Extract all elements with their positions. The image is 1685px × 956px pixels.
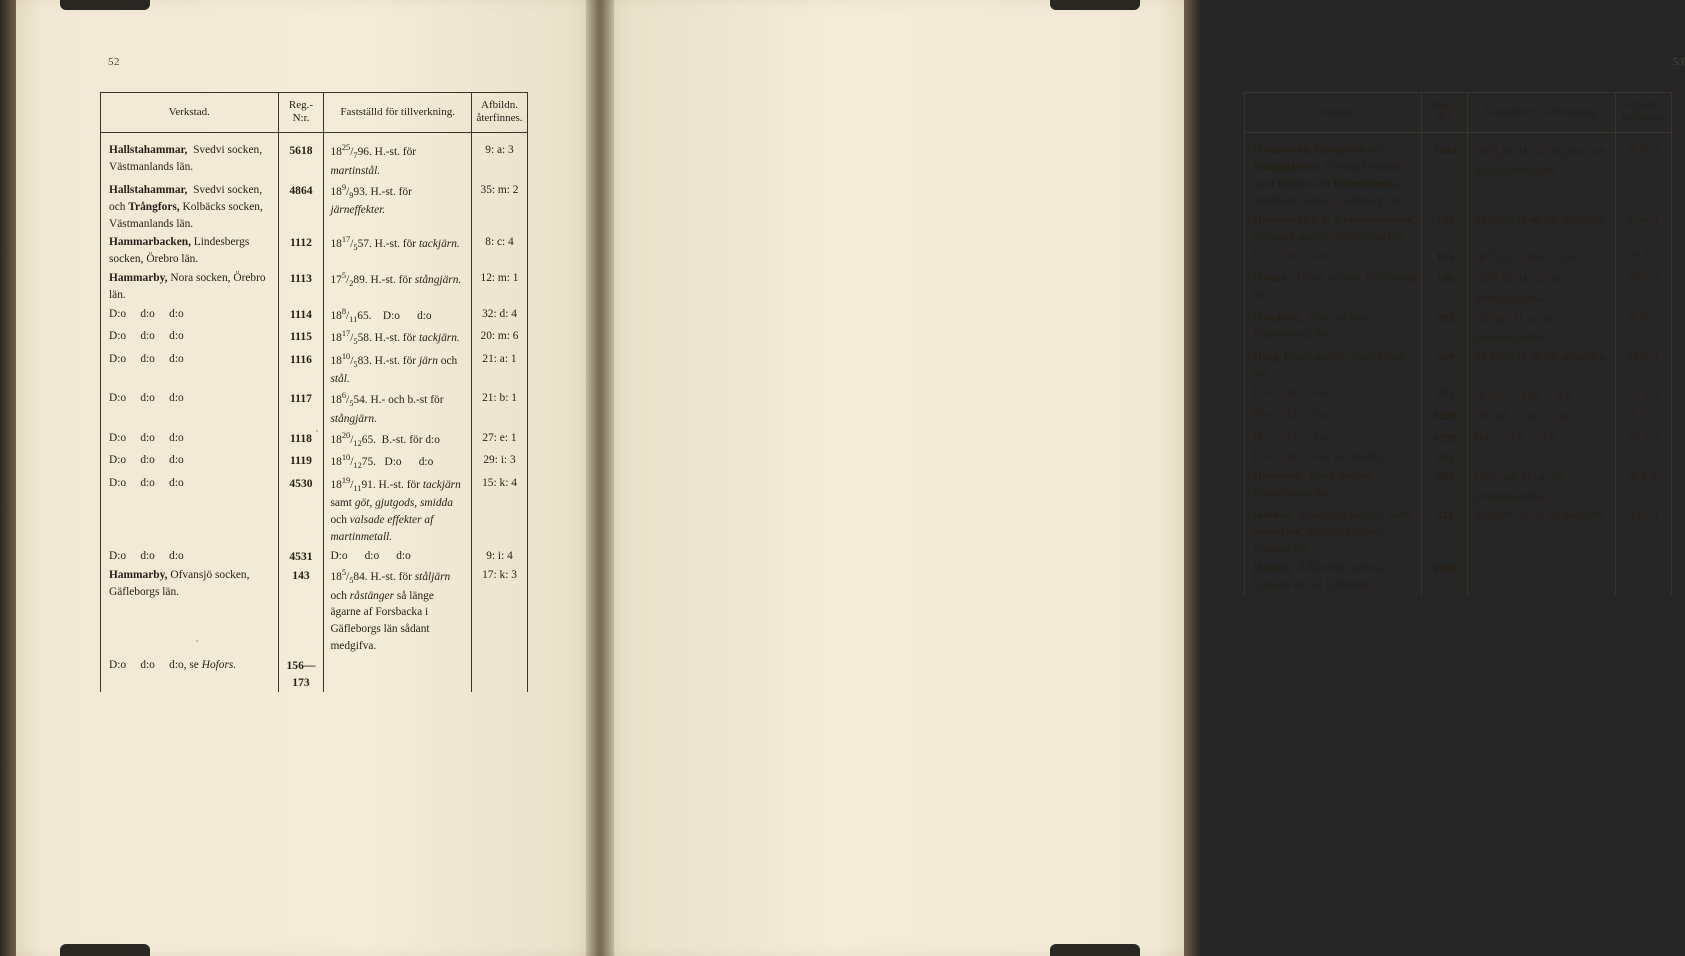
cell-afbildning: 2: c: 5	[1616, 406, 1672, 429]
cell-afbildning: 4 : i: 3	[1616, 506, 1672, 559]
column-header-afbildn	[472, 93, 528, 133]
cell-faststalld: D:o d:o d:o	[1468, 429, 1616, 448]
cell-faststalld: $19^9/_505$. D:o d:o	[1468, 406, 1616, 429]
cell-regnr: 145	[1422, 247, 1468, 270]
cell-verkstad: Hammarby s. k. Kronohammare, Ofvansjö socken, Gäfleborgs län.	[1245, 211, 1422, 247]
table-row	[1245, 384, 1672, 407]
table-row	[1245, 247, 1672, 270]
column-header-afbildn	[1616, 93, 1672, 133]
cell-afbildning: 20: e: 2	[1616, 429, 1672, 448]
table-row	[1245, 309, 1672, 348]
cell-regnr: 6998	[1422, 559, 1468, 595]
cell-faststalld: $18^{17}/_558$. H.-st. för tackjärn.	[324, 327, 472, 350]
cell-regnr: 1119	[278, 451, 324, 474]
cell-faststalld: $18^{15}/_555$. H.-st. för järnmanufaktur.	[1468, 269, 1616, 308]
table-row	[1245, 348, 1672, 384]
cell-regnr: 493	[1422, 467, 1468, 506]
cell-verkstad: D:o d:o d:o	[1245, 384, 1422, 407]
regnr-line1: Reg.-	[288, 99, 314, 111]
book-gutter	[586, 0, 614, 956]
cell-afbildning	[1616, 559, 1672, 595]
cell-faststalld: $18^5/_584$. H.-st. för ståljärn och råstänger så länge ägarne af Forsbacka i Gäfleborgs län sådant medgifva.	[324, 566, 472, 656]
cell-verkstad: D:o d:o d:o	[1245, 247, 1422, 270]
folio-left: 52	[108, 56, 120, 68]
table-row	[101, 233, 528, 269]
table-row	[101, 181, 528, 234]
cell-afbildning: 21: a: 1	[472, 350, 528, 389]
table-body-left	[101, 133, 528, 692]
cell-afbildning: 27: e: 1	[472, 429, 528, 452]
cell-regnr: 1112	[278, 233, 324, 269]
cell-afbildning: 32: d: 4	[472, 305, 528, 328]
cell-afbildning: 8: h: 5	[1616, 133, 1672, 211]
book-edge-left	[0, 0, 16, 956]
cell-faststalld: $18^{12}/_961$. D:o d:o	[1468, 247, 1616, 270]
cell-faststalld: $18^{20}/_{12}65$. B.-st. för d:o	[324, 429, 472, 452]
table-row	[101, 133, 528, 181]
cell-faststalld: Af ålder. H.-st. för tackjärn.	[1468, 506, 1616, 559]
table-row	[1245, 429, 1672, 448]
cell-verkstad: D:o d:o d:o	[101, 451, 279, 474]
regnr-line1: Reg.-	[1432, 99, 1457, 111]
cell-regnr: 1118	[278, 429, 324, 452]
cell-faststalld	[324, 656, 472, 692]
cell-afbildning: 32: i: 1	[1616, 348, 1672, 384]
cell-faststalld: $18^6/_554$. H.- och b.-st för stångjärn.	[324, 389, 472, 428]
cell-faststalld: $17^5/_289$. H.-st. för stångjärn.	[324, 269, 472, 305]
regnr-line2: N:r.	[292, 112, 310, 125]
folio-right: 53	[1673, 56, 1685, 68]
cell-verkstad: D:o d:o d:o, se Hofors.	[101, 656, 279, 692]
table-row	[101, 327, 528, 350]
table-row	[101, 656, 528, 692]
cell-verkstad: D:o d:o d:o	[101, 429, 279, 452]
column-header-faststalld: Fastställd för tillverkning.	[1468, 93, 1616, 133]
table-row	[1245, 133, 1672, 211]
cell-regnr: 4864	[278, 181, 324, 234]
cell-afbildning: 25: i: 2	[1616, 269, 1672, 308]
column-header-regnr	[1422, 93, 1468, 133]
table-row	[1245, 211, 1672, 247]
cell-faststalld	[1468, 448, 1616, 467]
table-header-row	[101, 93, 528, 133]
cell-verkstad: D:o d:o d:o, se Österby.	[1245, 448, 1422, 467]
cell-verkstad: Hammarbacken, Lindesbergs socken, Örebro län.	[101, 233, 279, 269]
cell-afbildning: 8: c: 4	[472, 233, 528, 269]
clamp-top-left	[60, 0, 150, 10]
table-row	[1245, 467, 1672, 506]
cell-regnr: 5618	[278, 133, 324, 181]
register-table-left	[100, 92, 528, 692]
cell-faststalld: $18^{10}/_583$. H.-st. för järn och stål.	[324, 350, 472, 389]
cell-faststalld: $18^{26}/_{10}48$. H.-st. för järnmanufaktur.	[1468, 467, 1616, 506]
cell-afbildning: 21: b: 1	[472, 389, 528, 428]
table-row	[101, 547, 528, 566]
table-row	[101, 269, 528, 305]
cell-afbildning: 8: d: 2	[1616, 309, 1672, 348]
cell-afbildning: 9: i: 4	[472, 547, 528, 566]
clamp-top-right	[1050, 0, 1140, 10]
cell-afbildning: 12: m: 1	[472, 269, 528, 305]
cell-verkstad: Harmund, Lima socken, Kopparbergs län.	[1245, 467, 1422, 506]
cell-faststalld: $18^8/_{11}65$. D:o d:o	[324, 305, 472, 328]
table-row	[101, 474, 528, 547]
cell-faststalld: $18^{22}/_286$. H.-st. för järn- och ståltillverkningen.	[1468, 133, 1616, 211]
cell-faststalld: $18^7/_562$. H.-st. för järnmanufaktur.	[1468, 309, 1616, 348]
cell-regnr: 4530	[278, 474, 324, 547]
cell-faststalld: $18^{17}/_557$. H.-st. för tackjärn.	[324, 233, 472, 269]
cell-regnr: 1117	[278, 389, 324, 428]
cell-regnr: 144	[1422, 211, 1468, 247]
table-row	[1245, 559, 1672, 595]
cell-verkstad: Harnäs, Älfkarleby socken, Uppsala län, se Elfkarleö.	[1245, 559, 1422, 595]
cell-afbildning	[1616, 448, 1672, 467]
table-header-row	[1245, 93, 1672, 133]
cell-regnr: 1113	[278, 269, 324, 305]
cell-verkstad: D:o d:o d:o	[101, 389, 279, 428]
cell-afbildning: 9: a: 3	[472, 133, 528, 181]
cell-regnr: 369	[1422, 348, 1468, 384]
page-right	[600, 0, 1685, 956]
cell-verkstad: D:o d:o d:o	[101, 305, 279, 328]
table-row	[1245, 506, 1672, 559]
cell-verkstad: D:o d:o d:o	[101, 327, 279, 350]
cell-faststalld: $18^{25}/_796$. H.-st. för martinstål.	[324, 133, 472, 181]
afbildn-line2: återfinnes.	[476, 112, 523, 125]
afbildn-line2: återfinnes.	[1620, 112, 1667, 125]
cell-regnr: 1116	[278, 350, 324, 389]
table-row	[101, 350, 528, 389]
cell-afbildning	[472, 656, 528, 692]
cell-regnr: 1114	[278, 305, 324, 328]
cell-afbildning: 32: d: 2	[1616, 384, 1672, 407]
cell-afbildning: 17: k: 3	[472, 566, 528, 656]
cell-afbildning: 29: i: 3	[472, 451, 528, 474]
cell-verkstad: Hammarby, Kungsfors och Kungsgården, Ofvansjö socken, samt Hofors och Robertsholm, Torsåkers socken, Gäfleborgs län.	[1245, 133, 1422, 211]
cell-faststalld: $18^9/_993$. H.-st. för järneffekter.	[324, 181, 472, 234]
table-row	[1245, 269, 1672, 308]
table-row	[101, 389, 528, 428]
cell-regnr: 4531	[278, 547, 324, 566]
cell-regnr: 492	[1422, 309, 1468, 348]
cell-regnr: 146	[1422, 269, 1468, 308]
cell-verkstad: Harnäs, Älfkarleby socken, samt Söderfors, Söderfors socken, Uppsala län.	[1245, 506, 1422, 559]
afbildn-line1: Afbildn.	[481, 99, 518, 111]
cell-regnr: 3464	[1422, 133, 1468, 211]
table-body-right	[1245, 133, 1672, 595]
cell-verkstad: Hammarby, Nora socken, Örebro län.	[101, 269, 279, 305]
register-table-right	[1244, 92, 1672, 595]
clamp-bottom-left	[60, 944, 150, 956]
cell-faststalld: D:o d:o d:o	[324, 547, 472, 566]
column-header-regnr	[278, 93, 324, 133]
column-header-verkstad: Verkstad.	[101, 93, 279, 133]
cell-regnr: 9299	[1422, 429, 1468, 448]
cell-afbildning: 8: m: 1	[1616, 211, 1672, 247]
cell-faststalld: Af ålder. H.-st. för stångjärn.	[1468, 348, 1616, 384]
cell-faststalld: $18^9/_277$. D:o d:o	[1468, 384, 1616, 407]
cell-regnr: 355	[1422, 448, 1468, 467]
cell-regnr: 371	[1422, 384, 1468, 407]
cell-verkstad: D:o d:o d:o	[101, 350, 279, 389]
cell-verkstad: Hammarby, Ofvansjö socken, Gäfleborgs län.	[101, 566, 279, 656]
table-head-left	[101, 93, 528, 133]
cell-verkstad: Harg, Hargs socken, Stockholms län.	[1245, 348, 1422, 384]
column-header-verkstad: Verkstad.	[1245, 93, 1422, 133]
cell-afbildning: 20: m: 6	[472, 327, 528, 350]
cell-regnr: 143	[278, 566, 324, 656]
cell-afbildning: 9: l: 3	[1616, 467, 1672, 506]
cell-faststalld: $18^{19}/_{11}91$. H.-st. för tackjärn samt göt, gjutgods, smidda och valsade effekter af martinmetall.	[324, 474, 472, 547]
cell-faststalld	[1468, 559, 1616, 595]
cell-verkstad: Hallstahammar, Svedvi socken, och Trångfors, Kolbäcks socken, Västmanlands län.	[101, 181, 279, 234]
cell-verkstad: Handfors, Orsa socken, Kopparbergs län.	[1245, 309, 1422, 348]
cell-faststalld: $18^{10}/_{12}75$. D:o d:o	[324, 451, 472, 474]
cell-afbildning: 15: k: 4	[472, 474, 528, 547]
column-header-faststalld: Fastställd för tillverkning.	[324, 93, 472, 133]
cell-verkstad: D:o d:o d:o	[101, 547, 279, 566]
cell-verkstad: D:o d:o d:o	[1245, 429, 1422, 448]
cell-faststalld: Af ålder. H.-st. för stångjärn.	[1468, 211, 1616, 247]
table-head-right	[1245, 93, 1672, 133]
cell-regnr: 156— 173	[278, 656, 324, 692]
table-row	[101, 305, 528, 328]
table-row	[1245, 448, 1672, 467]
table-row	[1245, 406, 1672, 429]
cell-verkstad: D:o d:o d:o	[101, 474, 279, 547]
cell-regnr: 9298	[1422, 406, 1468, 429]
cell-afbildning: 19: h: 2	[1616, 247, 1672, 270]
clamp-bottom-right	[1050, 944, 1140, 956]
cell-verkstad: Hamre, Trönö socken, Gäfleborgs län.	[1245, 269, 1422, 308]
table-row	[101, 429, 528, 452]
table-row	[101, 566, 528, 656]
page-left	[16, 0, 600, 956]
book-edge-right	[1184, 0, 1200, 956]
regnr-line2: N:r.	[1436, 112, 1454, 125]
cell-verkstad: D:o d:o d:o	[1245, 406, 1422, 429]
cell-verkstad: Hallstahammar, Svedvi socken, Västmanlands län.	[101, 133, 279, 181]
afbildn-line1: Afbildn.	[1625, 99, 1662, 111]
cell-regnr: 321	[1422, 506, 1468, 559]
cell-afbildning: 35: m: 2	[472, 181, 528, 234]
table-row	[101, 451, 528, 474]
cell-regnr: 1115	[278, 327, 324, 350]
